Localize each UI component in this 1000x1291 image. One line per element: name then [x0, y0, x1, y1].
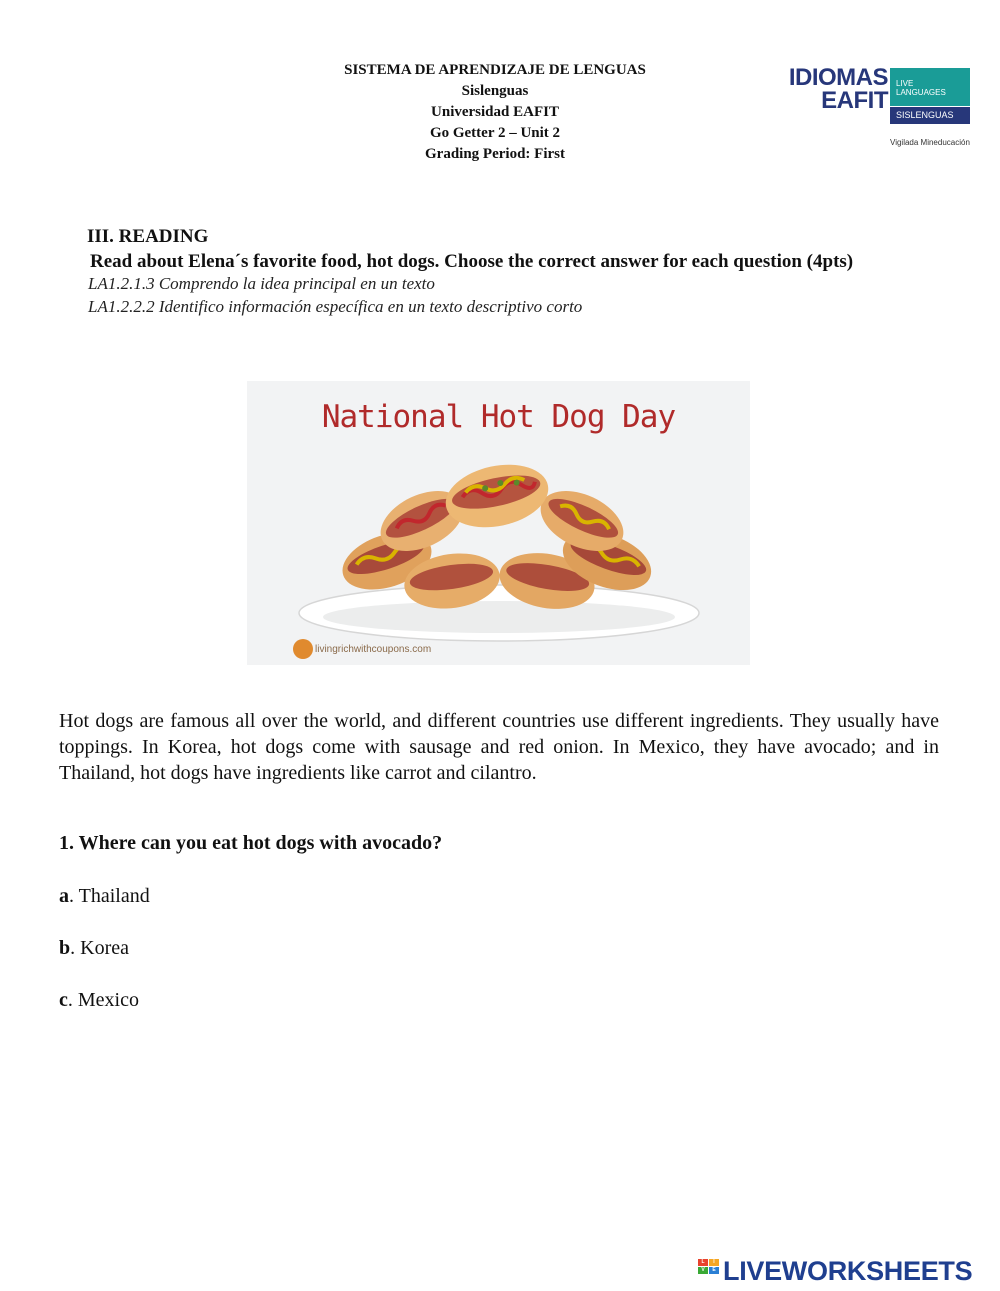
logo-vigilada: Vigilada Mineducación [890, 138, 970, 147]
answer-option-c[interactable] [59, 989, 139, 1012]
reading-paragraph: Hot dogs are famous all over the world, and different countries use different ingredients. They usually have toppings. In Korea, hot dogs come with sausage and red onion. In Mexico, they have avocado; and in Thailand, hot dogs have ingredients like carrot and cilantro. [59, 710, 939, 784]
question-1-prompt: 1. Where can you eat hot dogs with avocado? [59, 832, 443, 854]
header-line-university: Universidad EAFIT [431, 104, 559, 120]
logo-sub-label: SISLENGUAS [890, 107, 970, 124]
picture-credit: livingrichwithcoupons.com [315, 644, 432, 655]
logo-brand-line1: IDIOMAS [788, 64, 888, 91]
logo-tag-box [890, 68, 970, 106]
logo-brand [776, 66, 888, 112]
hot-dog-picture [247, 381, 750, 665]
logo-tag-line1: LIVE [896, 79, 914, 88]
logo-tag-line2: LANGUAGES [896, 88, 946, 97]
header-line-unit: Go Getter 2 – Unit 2 [429, 125, 561, 141]
option-c-text: . Mexico [67, 989, 139, 1011]
tile-l: L [698, 1259, 708, 1266]
option-a-text: . Thailand [69, 885, 150, 907]
idiomas-eafit-logo [776, 66, 972, 150]
option-b-text: . Korea [70, 937, 129, 959]
reading-instruction: Read about Elena´s favorite food, hot dogs. Choose the correct answer for each question (4pts) [90, 251, 854, 272]
learning-objective-1: LA1.2.1.3 Comprendo la idea principal en un texto [88, 274, 435, 293]
header-line-sislenguas: Sislenguas [461, 83, 529, 99]
answer-option-a[interactable] [59, 885, 150, 908]
header-line-system: SISTEMA DE APRENDIZAJE DE LENGUAS [344, 62, 646, 78]
option-a-letter: a [59, 885, 69, 907]
picture-title: National Hot Dog Day [321, 399, 676, 435]
tile-e: E [709, 1267, 719, 1274]
logo-brand-line2: EAFIT [821, 87, 888, 114]
tile-i: I [709, 1259, 719, 1266]
answer-option-b[interactable] [59, 937, 129, 960]
liveworksheets-tiles-icon [698, 1259, 720, 1283]
option-b-letter: b [59, 937, 71, 959]
option-c-letter: c [59, 989, 68, 1011]
document-header [240, 60, 750, 165]
liveworksheets-wordmark: LIVEWORKSHEETS [723, 1256, 973, 1286]
tile-v: V [698, 1267, 708, 1274]
header-line-period: Grading Period: First [425, 146, 565, 162]
learning-objective-2: LA1.2.2.2 Identifico información específica en un texto descriptivo corto [88, 297, 583, 316]
section-title: III. READING [87, 226, 209, 247]
